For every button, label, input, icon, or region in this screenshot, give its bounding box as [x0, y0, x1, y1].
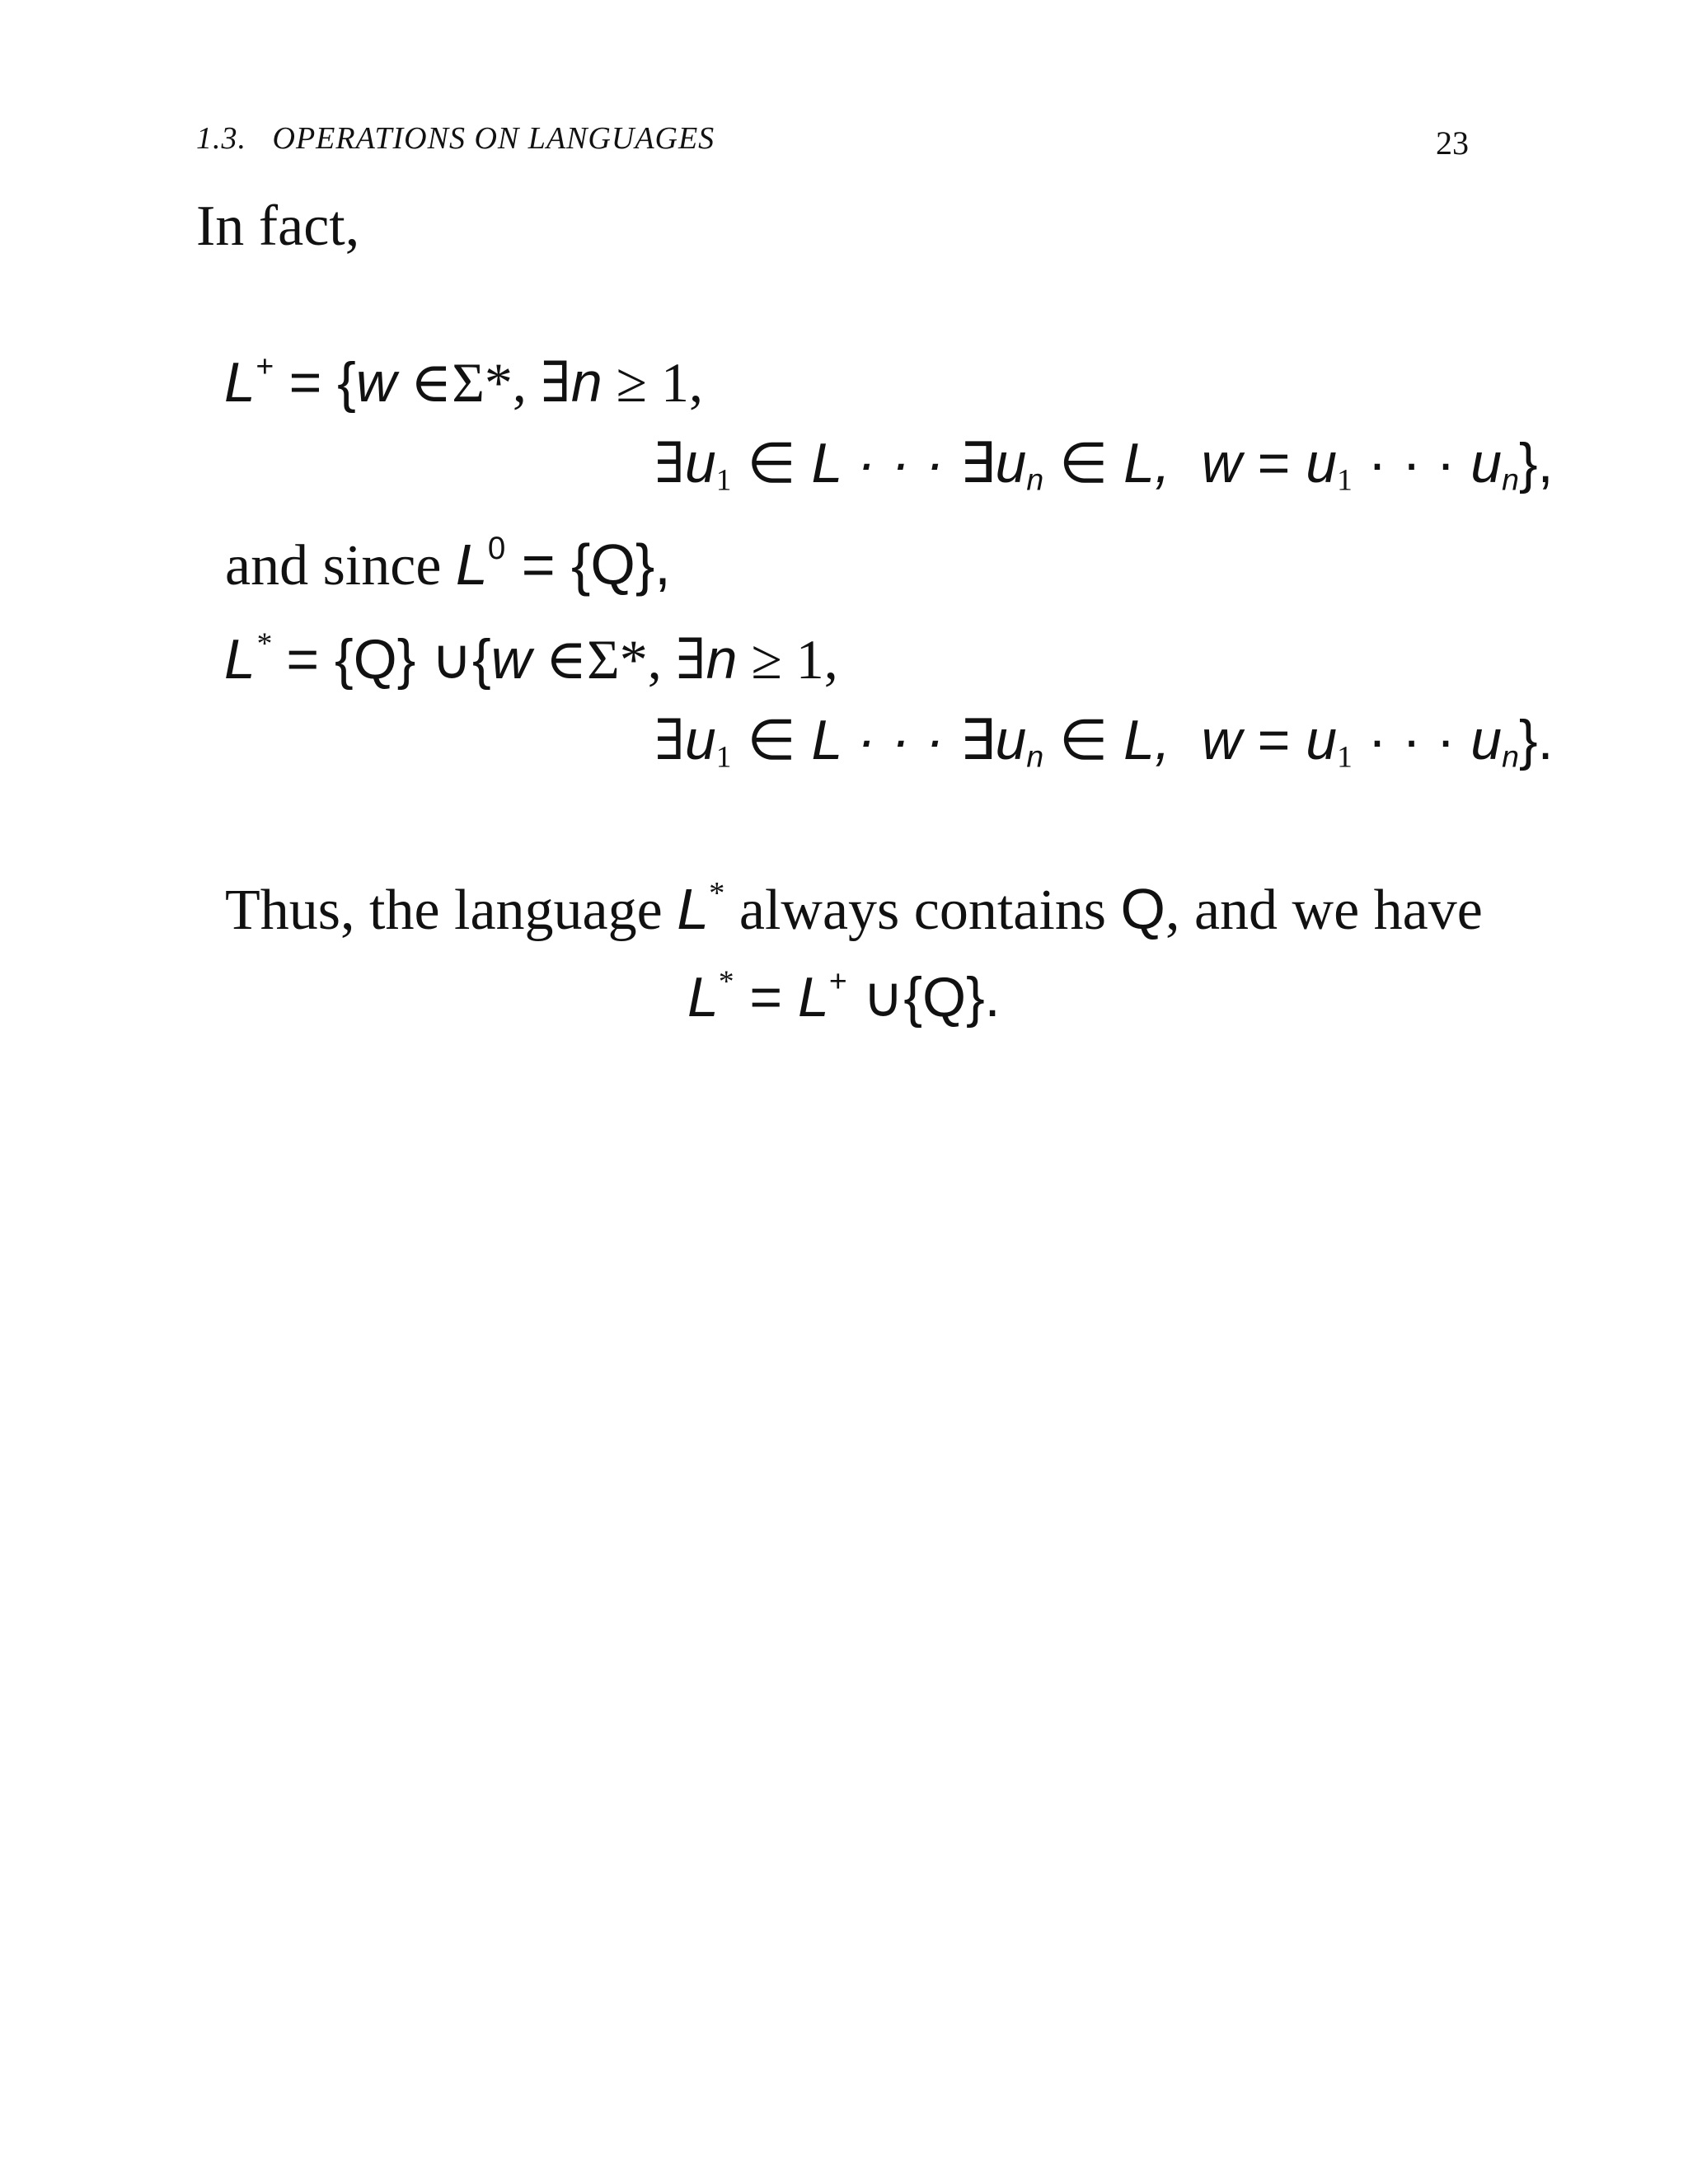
intro-text: In fact, [196, 194, 360, 258]
exists-line-2: $\exists u_1$ ∈ L · · · $\exists u_n$ ∈ L, $w = u_1$ · · · $u_n$}. [654, 709, 1554, 775]
page-number: 23 [1436, 124, 1469, 162]
exists-line-1: $\exists u_1$ ∈ L · · · $\exists u_n$ ∈ L, $w = u_1$ · · · $u_n$}, [654, 432, 1554, 498]
lstar-symbol: L* [224, 627, 271, 691]
l-zero-symbol: $L^0$ [455, 531, 506, 597]
lstar-definition-line: L* = {Q} ∪{w ∈Σ*, ∃n ≥ 1, [224, 627, 838, 691]
lplus-definition-line: L+ = {w ∈Σ*, ∃n ≥ 1, [224, 349, 703, 414]
lplus-symbol: L+ [224, 349, 274, 414]
thus-paragraph: Thus, the language L* always contains Q, and we have [225, 876, 1483, 942]
running-header-section: 1.3. OPERATIONS ON LANGUAGES [196, 121, 715, 156]
since-line: and since $L^0 = \{Q\}$, [225, 531, 671, 598]
final-equation: L* = L+ ∪{Q}. [687, 963, 1001, 1029]
